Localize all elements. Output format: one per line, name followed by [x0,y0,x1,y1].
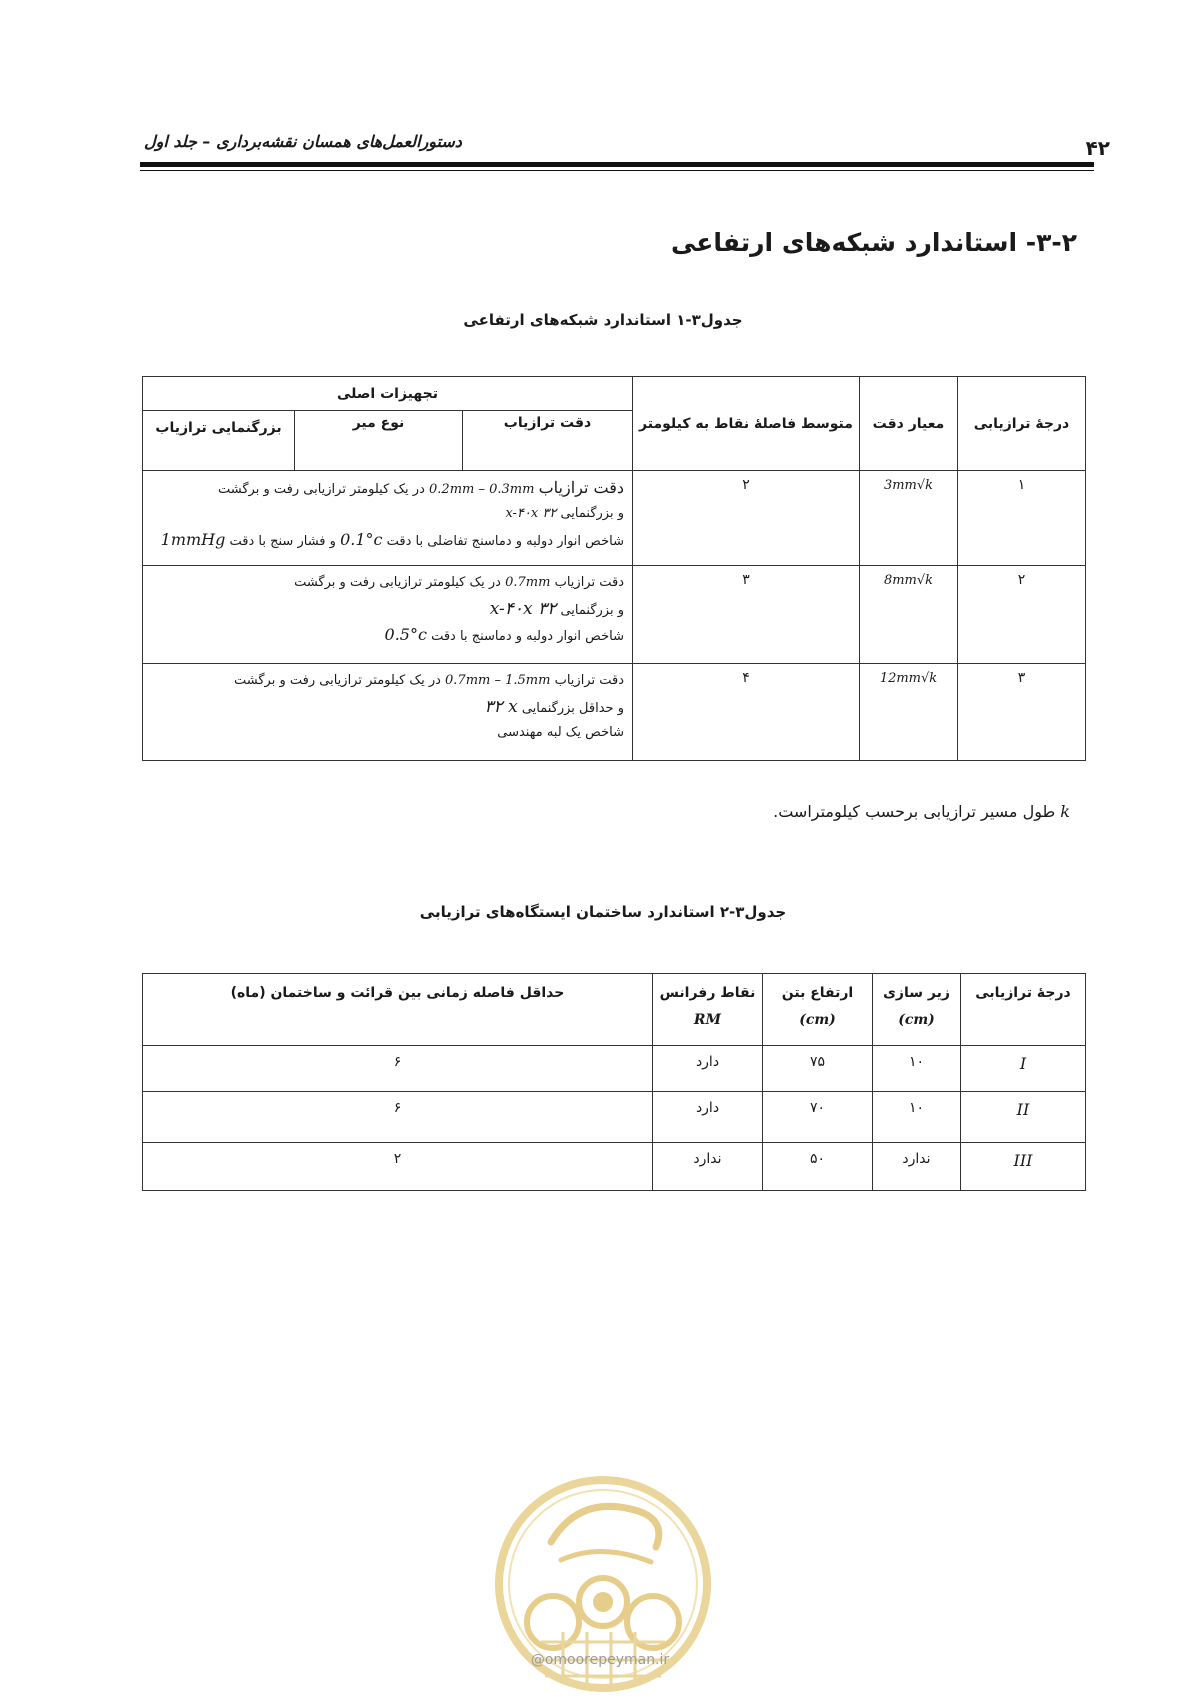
cell-grade: I [961,1046,1086,1092]
header-rule-thin [140,170,1094,171]
cell-concrete: ۷۵ [763,1046,873,1092]
cell-criterion: 3mm√k [860,471,958,566]
equipment-line-1: دقت ترازیاب 0.7mm در یک کیلومتر ترازیابی رفت و برگشت [294,575,624,590]
equipment-line-3: شاخص انوار دولبه و دماسنج تفاضلی با دقت 0.1°c و فشار سنج با دقت 1mmHg [160,530,624,549]
cell-subbase: ۱۰ [873,1092,961,1143]
watermark-logo-icon [491,1472,715,1708]
cell-subbase: ۱۰ [873,1046,961,1092]
th-avg-distance: متوسط فاصلهٔ نقاط به کیلومتر [633,377,860,471]
running-header-title: دستورالعمل‌های همسان نقشه‌برداری – جلد اول [144,132,462,151]
table-row [143,664,1086,761]
table-row [143,1092,1086,1143]
cell-distance: ۴ [633,664,860,761]
th2-concrete-height: ارتفاع بتن (cm) [763,974,873,1046]
th2-min-interval: حداقل فاصله زمانی بین قرائت و ساختمان (ماه) [143,974,653,1046]
note-text: طول مسیر ترازیابی برحسب کیلومتراست. [773,802,1056,821]
footnote-k [773,802,1070,821]
cell-grade: III [961,1143,1086,1191]
leveling-network-standard-table [142,376,1086,761]
table-row [143,1046,1086,1092]
station-construction-table [142,973,1086,1191]
cell-concrete: ۷۰ [763,1092,873,1143]
equipment-line-2: و بزرگنمایی x-۴۰x ۳۲ [489,599,624,619]
cell-grade: ۱ [958,471,1086,566]
equipment-line-1: دقت ترازیاب 0.7mm – 1.5mm در یک کیلومتر ترازیابی رفت و برگشت [233,673,624,688]
cell-interval: ۲ [143,1143,653,1191]
table-row [143,566,1086,664]
th2-grade: درجهٔ ترازیابی [961,974,1086,1046]
th-accuracy-criterion: معیار دقت [860,377,958,471]
equipment-line-1: دقت ترازیاب 0.2mm – 0.3mm در یک کیلومتر ترازیابی رفت و برگشت [217,478,624,497]
equipment-line-3: شاخص انوار دولبه و دماسنج با دقت 0.5°c [384,625,624,644]
cell-grade: ۲ [958,566,1086,664]
cell-equipment [143,471,633,566]
cell-equipment [143,566,633,664]
table1-caption: جدول۳-۱ استاندارد شبکه‌های ارتفاعی [463,311,743,329]
cell-grade: ۳ [958,664,1086,761]
th2-reference-points: نقاط رفرانس RM [653,974,763,1046]
cell-interval: ۶ [143,1046,653,1092]
table2-caption: جدول۳-۲ استاندارد ساختمان ایستگاه‌های ترازیابی [419,903,787,921]
equipment-line-2: و حداقل بزرگنمایی ۳۲ x [484,697,624,717]
page-number: ۴۲ [1085,136,1110,160]
cell-equipment [143,664,633,761]
th-main-equipment: تجهیزات اصلی [143,377,633,411]
cell-rm: دارد [653,1046,763,1092]
section-heading: ۳-۲- استاندارد شبکه‌های ارتفاعی [671,228,1077,257]
table-row [143,471,1086,566]
cell-subbase: ندارد [873,1143,961,1191]
cell-distance: ۲ [633,471,860,566]
th-level-accuracy: دقت ترازیاب [463,411,633,471]
watermark-url: @omoorepeyman.ir [530,1652,670,1668]
equipment-line-2: و بزرگنمایی x-۴۰x ۳۲ [505,506,624,521]
header-rule-thick [140,162,1094,167]
cell-interval: ۶ [143,1092,653,1143]
cell-rm: ندارد [653,1143,763,1191]
th2-subbase: زیر سازی (cm) [873,974,961,1046]
cell-grade: II [961,1092,1086,1143]
cell-criterion: 12mm√k [860,664,958,761]
table-row [143,1143,1086,1191]
th-staff-type: نوع میر [295,411,463,471]
th-grade: درجهٔ ترازیابی [958,377,1086,471]
cell-distance: ۳ [633,566,860,664]
note-symbol: k [1060,802,1070,821]
th-magnification: بزرگنمایی ترازیاب [143,411,295,471]
cell-criterion: 8mm√k [860,566,958,664]
cell-concrete: ۵۰ [763,1143,873,1191]
cell-rm: دارد [653,1092,763,1143]
equipment-line-3: شاخص یک لبه مهندسی [497,725,624,740]
